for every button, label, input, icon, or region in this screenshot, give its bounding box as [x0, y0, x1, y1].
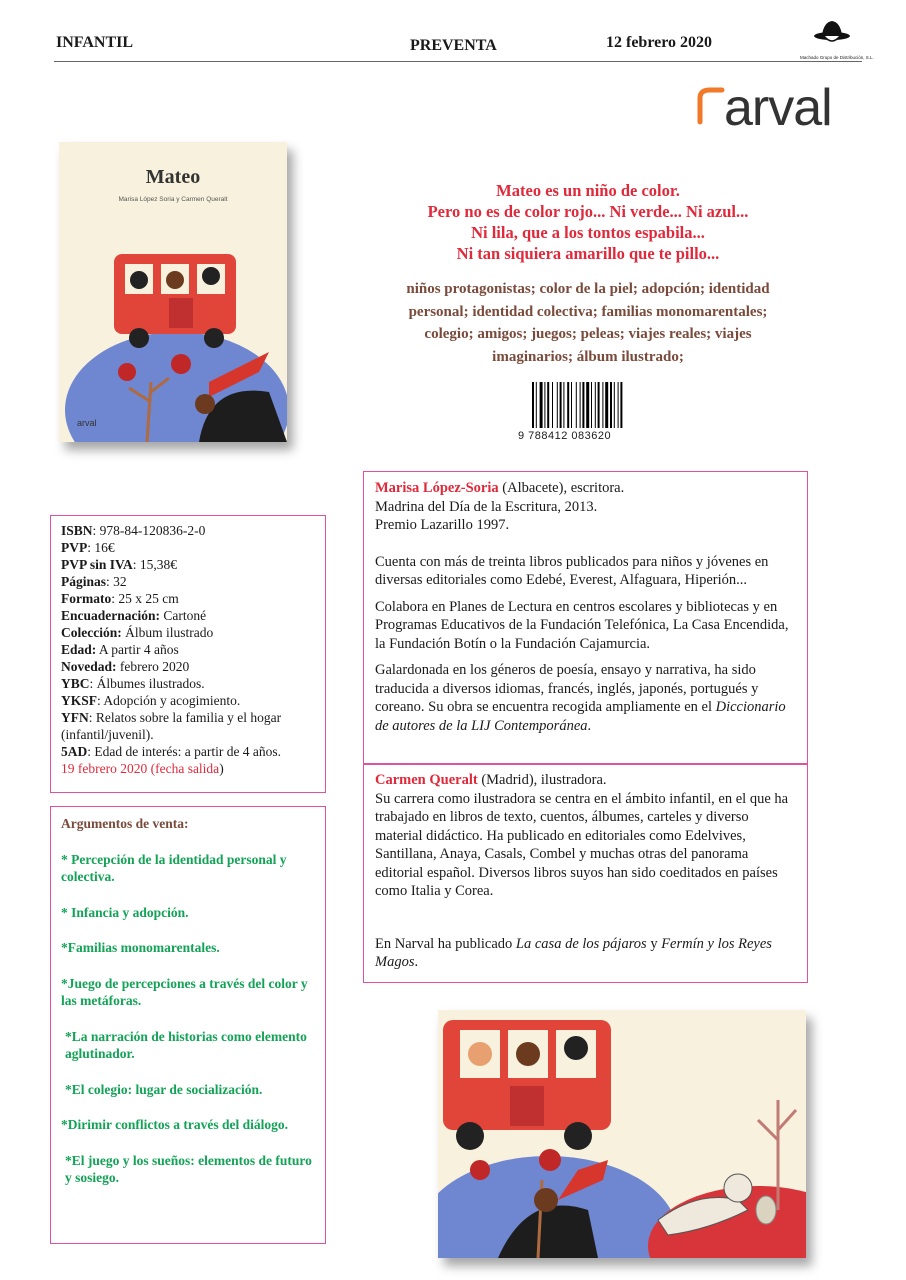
detail-value: : 32 [106, 574, 127, 589]
detail-label: YBC [61, 676, 90, 691]
distributor-logo [800, 16, 874, 60]
interior-illustration [438, 1010, 806, 1258]
detail-row [61, 709, 315, 743]
detail-row [61, 624, 315, 641]
author-p3-text: Galardonada en los géneros de poesía, ensayo y narrativa, ha sido traducida a diversos idiomas, francés, inglés, japonés, portugués y coreano. Su obra se encuentra recogida ampliamente en el [375, 662, 759, 715]
barcode-bar [580, 382, 581, 428]
selling-points-box [50, 806, 326, 1244]
barcode-bar [595, 382, 596, 428]
barcode-bar [614, 382, 615, 428]
selling-point: * Percepción de la identidad personal y colectiva. [61, 851, 287, 884]
header-divider [54, 61, 862, 62]
keywords-line: imaginarios; álbum ilustrado; [492, 348, 684, 365]
illustrator-paragraph [375, 935, 796, 972]
detail-value: febrero 2020 [116, 659, 190, 674]
detail-label: Novedad: [61, 659, 117, 674]
category-label: INFANTIL [56, 34, 134, 51]
detail-row [61, 607, 315, 624]
cover-authors: Marisa López Soria y Carmen Queralt [118, 196, 228, 203]
illustrator-book-2: Fermín y los Reyes Magos [375, 935, 772, 970]
detail-label: Formato [61, 591, 112, 606]
author-name: Marisa López-Soria [375, 480, 499, 496]
author-paragraph: Cuenta con más de treinta libros publicados para niños y jóvenes en diversas editoriales como Edebé, Everest, Alfaguara, Hiperión... [375, 553, 769, 588]
distributor-text: Machado Grupo de Distribución, S.L. [800, 55, 874, 60]
keywords-line: personal; identidad colectiva; familias monomarentales; [408, 303, 768, 320]
tagline-line: Pero no es de color rojo... Ni verde... Ni azul... [427, 202, 749, 221]
detail-label: Colección: [61, 625, 122, 640]
book-cover [59, 142, 287, 442]
author-p3-reference: Diccionario de autores de la LIJ Contemporánea [375, 699, 786, 734]
barcode-bar [563, 382, 564, 428]
narval-logo [694, 79, 864, 140]
detail-label: YFN [61, 710, 89, 725]
selling-point: *El juego y los sueños: elementos de futuro y sosiego. [65, 1152, 312, 1185]
status-label: PREVENTA [410, 37, 497, 54]
author-line: Madrina del Día de la Escritura, 2013. [375, 498, 598, 515]
illustrator-p2-end: . [414, 954, 419, 970]
author-paragraph [375, 661, 796, 735]
detail-label: ISBN [61, 523, 93, 538]
cover-illustration [59, 142, 287, 442]
interior-illustration-art [438, 1010, 806, 1258]
illustrator-and: y [646, 935, 662, 952]
detail-row [61, 539, 315, 556]
tagline-line: Ni tan siquiera amarillo que te pillo... [456, 244, 720, 263]
detail-label: Edad: [61, 642, 97, 657]
barcode-bar [586, 382, 589, 428]
detail-label: YKSF [61, 693, 98, 708]
barcode-bar [582, 382, 584, 428]
keywords [360, 278, 816, 368]
tagline-line: Mateo es un niño de color. [496, 181, 680, 200]
selling-point: * Infancia y adopción. [61, 904, 189, 920]
barcode-bar [540, 382, 543, 428]
release-date [61, 760, 315, 777]
barcode-bar [544, 382, 545, 428]
detail-row [61, 573, 315, 590]
detail-row [61, 675, 315, 692]
detail-value: : Adopción y acogimiento. [97, 693, 241, 708]
selling-point: *La narración de historias como elemento aglutinador. [65, 1028, 307, 1061]
cover-publisher: arval [77, 418, 97, 428]
detail-row [61, 556, 315, 573]
detail-row [61, 658, 315, 675]
barcode-bar [557, 382, 558, 428]
barcode-bar [552, 382, 553, 428]
detail-value: : Relatos sobre la familia y el hogar (infantil/juvenil). [61, 710, 282, 742]
detail-label: PVP [61, 540, 88, 555]
detail-label: Encuadernación: [61, 608, 161, 623]
barcode-bar [610, 382, 612, 428]
keywords-line: colegio; amigos; juegos; peleas; viajes reales; viajes [424, 326, 752, 342]
details-list [61, 522, 315, 760]
selling-point: *El colegio: lugar de socialización. [65, 1081, 263, 1097]
keywords-line: niños protagonistas; color de la piel; adopción; identidad [406, 281, 770, 297]
selling-point: *Familias monomarentales. [61, 940, 220, 955]
author-intro: (Albacete), escritora. [498, 480, 625, 496]
detail-value: : 978-84-120836-2-0 [92, 523, 206, 538]
detail-row [61, 692, 315, 709]
selling-points-title: Argumentos de venta: [61, 816, 189, 831]
detail-value: Cartoné [160, 608, 207, 623]
illustrator-name: Carmen Queralt [375, 772, 478, 788]
detail-value: : Edad de interés: a partir de 4 años. [87, 744, 282, 759]
release-date-text: 19 febrero 2020 (fecha salida [61, 761, 220, 776]
barcode-bar [618, 382, 619, 428]
author-p3-end: . [587, 717, 592, 734]
author-paragraph: Colabora en Planes de Lectura en centros escolares y bibliotecas y en Programas Educativos de la Fundación Telefónica, La Casa Encendida, la Fundación Botín o la Fundación Cajamurcia. [375, 598, 789, 652]
barcode-digits: 9 788412 083620 [518, 430, 612, 442]
detail-label: PVP sin IVA [61, 557, 133, 572]
details-box [50, 515, 326, 793]
cover-title: Mateo [145, 166, 201, 188]
detail-row [61, 641, 315, 658]
barcode-bar [536, 382, 537, 428]
detail-value: : 15,38€ [132, 557, 178, 572]
barcode-bar [547, 382, 549, 428]
detail-value: : Álbumes ilustrados. [89, 676, 205, 691]
detail-row [61, 522, 315, 539]
barcode [518, 382, 650, 444]
hat-icon [800, 16, 864, 50]
illustrator-p2-start: En Narval ha publicado [375, 935, 516, 952]
illustrator-paragraph: Su carrera como ilustradora se centra en el ámbito infantil, en el que ha trabajado en libros de texto, cuentos, álbumes, carteles y diverso material didáctico. Ha publicado en editoriales como Edelvives, Santillana, Anaya, Casals, Combel y muchas otras del panorama editorial español. Diversos libros suyos han sido coeditados en países como Italia y Corea. [375, 790, 789, 899]
barcode-bar [532, 382, 534, 428]
author-bio-box [363, 471, 808, 764]
tagline-line: Ni lila, que a los tontos espabila... [471, 223, 705, 242]
barcode-bar [591, 382, 592, 428]
selling-point: *Dirimir conflictos a través del diálogo. [61, 1117, 288, 1132]
illustrator-intro: (Madrid), ilustradora. [477, 772, 607, 788]
detail-value: : 25 x 25 cm [111, 591, 179, 606]
barcode-bars [532, 382, 660, 430]
illustrator-book-1: La casa de los pájaros [515, 935, 647, 952]
date-label: 12 febrero 2020 [606, 34, 713, 51]
release-date-close: ) [219, 761, 224, 776]
barcode-bar [560, 382, 562, 428]
detail-row [61, 590, 315, 607]
selling-point: *Juego de percepciones a través del color y las metáforas. [61, 975, 308, 1008]
barcode-bar [571, 382, 572, 428]
illustrator-heading [375, 771, 796, 790]
logo-text: arval [724, 79, 832, 137]
detail-value: A partir 4 años [96, 642, 179, 657]
detail-value: Álbum ilustrado [121, 625, 214, 640]
barcode-bar [567, 382, 569, 428]
illustrator-bio-box [363, 764, 808, 983]
tagline [360, 180, 816, 264]
detail-label: 5AD [61, 744, 88, 759]
author-heading [375, 479, 796, 498]
barcode-bar [602, 382, 603, 428]
detail-value: : 16€ [87, 540, 115, 555]
barcode-bar [576, 382, 577, 428]
barcode-bar [605, 382, 608, 428]
barcode-bar [598, 382, 600, 428]
detail-row [61, 743, 315, 760]
detail-label: Páginas [61, 574, 107, 589]
author-line: Premio Lazarillo 1997. [375, 517, 510, 533]
barcode-bar [620, 382, 622, 428]
